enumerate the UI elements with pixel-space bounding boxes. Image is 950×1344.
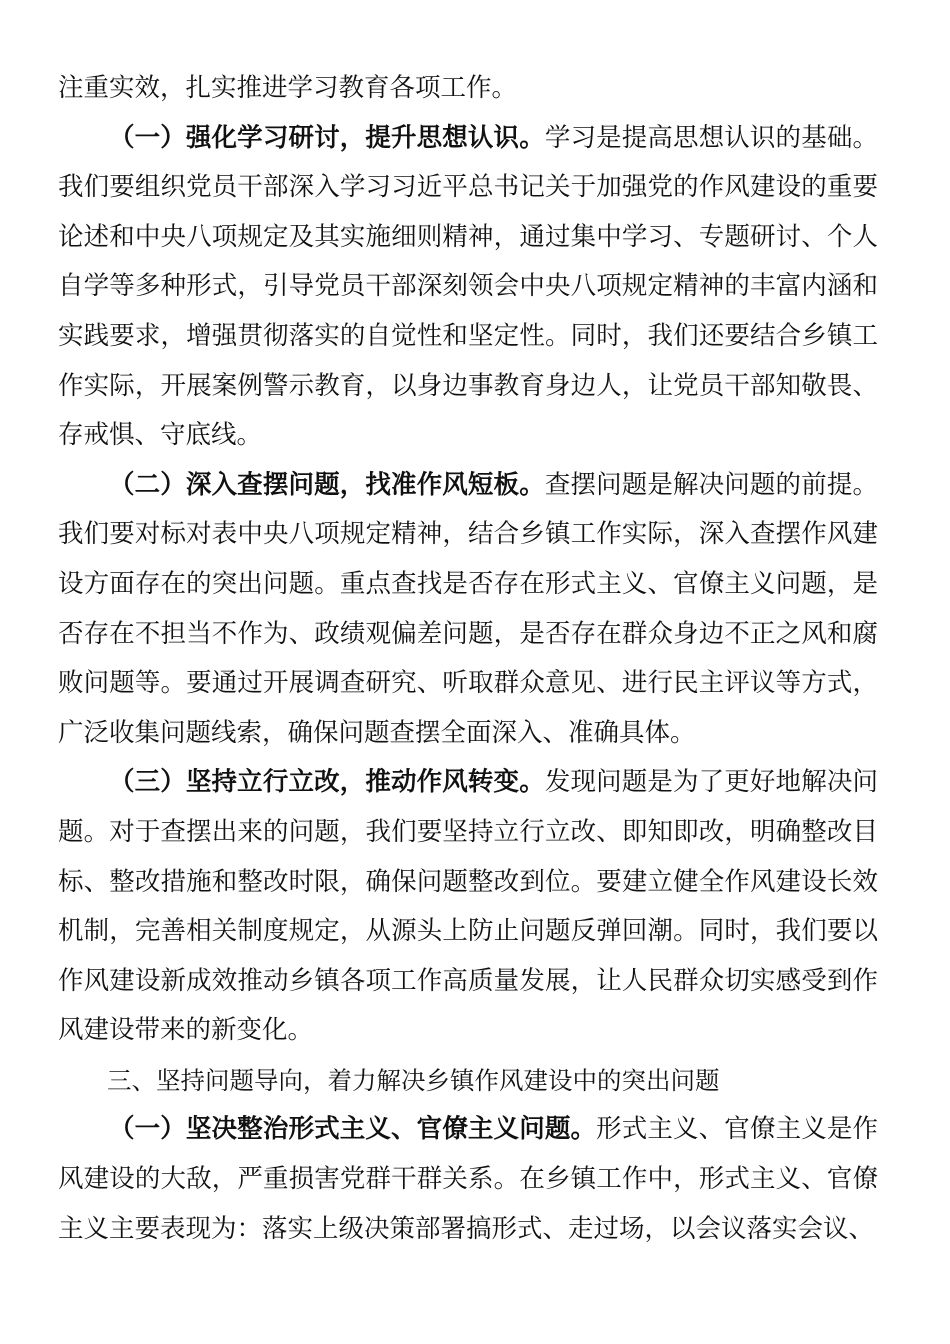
paragraph-continuation [58,64,878,114]
paragraph-text: 发现问题是为了更好地解决问题。对于查摆出来的问题，我们要坚持立行立改、即知即改，明确整改目标、整改措施和整改时限，确保问题整改到位。要建立健全作风建设长效机制，完善相关制度规定，从源头上防止问题反弹回潮。同时，我们要以作风建设新成效推动乡镇各项工作高质量发展，让人民群众切实感受到作风建设带来的新变化。 [58,767,878,1046]
section-heading-1: （一）强化学习研讨，提升思想认识。 [109,122,545,153]
paragraph-text: 学习是提高思想认识的基础。我们要组织党员干部深入学习习近平总书记关于加强党的作风建设的重要论述和中央八项规定及其实施细则精神，通过集中学习、专题研讨、个人自学等多种形式，引导党员干部深刻领会中央八项规定精神的丰富内涵和实践要求，增强贯彻落实的自觉性和坚定性。同时，我们还要结合乡镇工作实际，开展案例警示教育，以身边事教育身边人，让党员干部知敬畏、存戒惧、守底线。 [58,122,878,451]
chapter-heading-text: 三、坚持问题导向，着力解决乡镇作风建设中的突出问题 [107,1065,720,1095]
section-heading-3: （三）坚持立行立改，推动作风转变。 [109,767,545,798]
paragraph-text: 注重实效，扎实推进学习教育各项工作。 [58,73,518,103]
paragraph-section-4 [58,1105,878,1254]
document-page [58,64,878,1254]
paragraph-section-2 [58,461,878,759]
paragraph-section-3 [58,758,878,1056]
section-heading-4: （一）坚决整治形式主义、官僚主义问题。 [109,1114,597,1145]
paragraph-text: 形式主义、官僚主义是作风建设的大敌，严重损害党群干群关系。在乡镇工作中，形式主义、官僚主义主要表现为：落实上级决策部署搞形式、走过场，以会议落实会议、 [58,1114,878,1244]
paragraph-section-1 [58,114,878,461]
section-heading-2: （二）深入查摆问题，找准作风短板。 [109,469,545,500]
chapter-heading [58,1056,878,1106]
paragraph-text: 查摆问题是解决问题的前提。我们要对标对表中央八项规定精神，结合乡镇工作实际，深入查摆作风建设方面存在的突出问题。重点查找是否存在形式主义、官僚主义问题，是否存在不担当不作为、政绩观偏差问题，是否存在群众身边不正之风和腐败问题等。要通过开展调查研究、听取群众意见、进行民主评议等方式，广泛收集问题线索，确保问题查摆全面深入、准确具体。 [58,469,878,748]
